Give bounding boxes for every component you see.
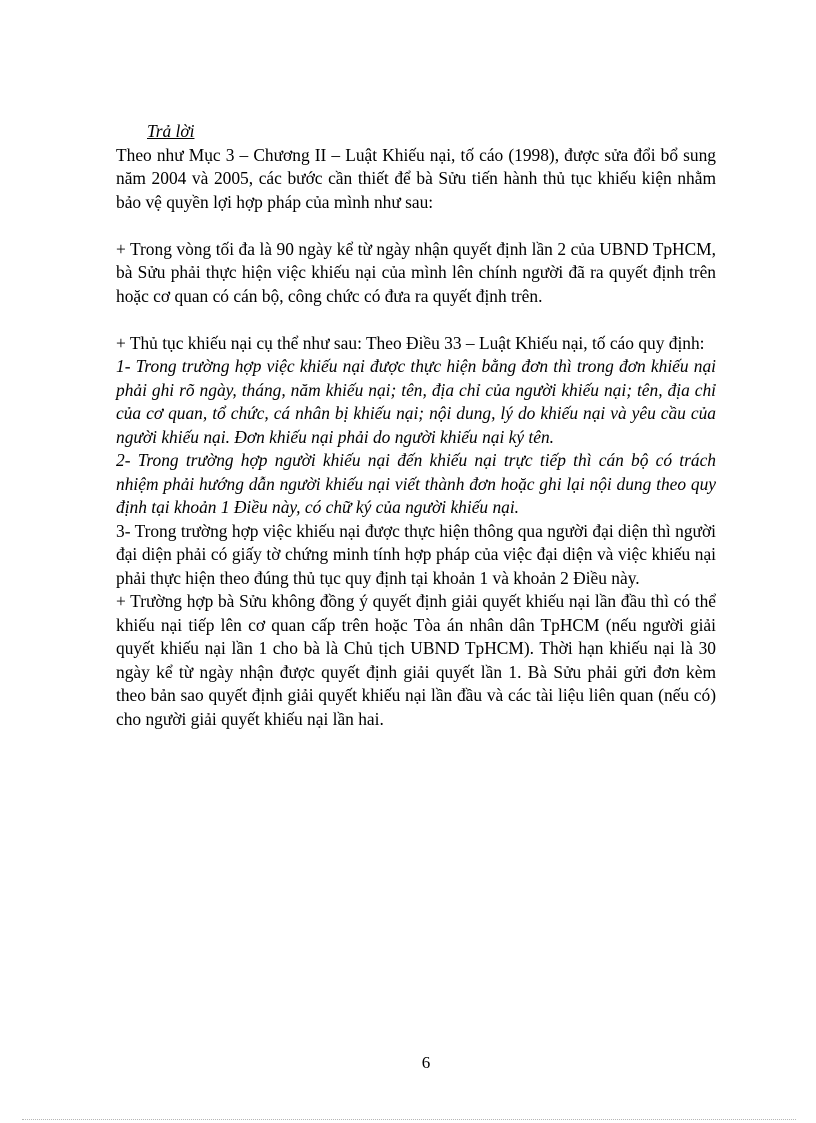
clause-3-paragraph: 3- Trong trường hợp việc khiếu nại được thực hiện thông qua người đại diện thì người đại diện phải có giấy tờ chứng minh tính hợp pháp của việc đại diện và việc khiếu nại phải thực hiện theo đúng thủ tục quy định tại khoản 1 và khoản 2 Điều này. — [116, 520, 716, 588]
clause-2-paragraph: 2- Trong trường hợp người khiếu nại đến khiếu nại trực tiếp thì cán bộ có trách nhiệm phải hướng dẫn người khiếu nại viết thành đơn hoặc ghi lại nội dung theo quy định tại khoản 1 Điều này, có chữ ký của người khiếu nại. — [116, 450, 716, 517]
page-number: 6 — [421, 1053, 431, 1072]
paragraph-spacer — [116, 308, 716, 332]
intro-paragraph: Theo như Mục 3 – Chương II – Luật Khiếu nại, tố cáo (1998), được sửa đổi bổ sung năm 2004 và 2005, các bước cần thiết để bà Sửu tiến hành thủ tục khiếu kiện nhằm bảo vệ quyền lợi hợp pháp của mình như sau: — [116, 144, 716, 212]
procedure-intro-paragraph: + Thủ tục khiếu nại cụ thể như sau: Theo Điều 33 – Luật Khiếu nại, tố cáo quy định: — [116, 332, 705, 353]
second-complaint-paragraph: + Trường hợp bà Sửu không đồng ý quyết định giải quyết khiếu nại lần đầu thì có thể khiếu nại tiếp lên cơ quan cấp trên hoặc Tòa án nhân dân TpHCM (nếu người giải quyết khiếu nại lần 1 cho bà là Chủ tịch UBND TpHCM). Thời hạn khiếu nại là 30 ngày kể từ ngày nhận được quyết định giải quyết lần 1. Bà Sửu phải gửi đơn kèm theo bản sao quyết định giải quyết khiếu nại lần đầu và các tài liệu liên quan (nếu có) cho người giải quyết khiếu nại lần hai. — [116, 591, 716, 729]
answer-heading: Trả lời — [147, 121, 195, 141]
paragraph-spacer — [116, 214, 716, 238]
bottom-divider — [22, 1119, 796, 1120]
clause-1-paragraph: 1- Trong trường hợp việc khiếu nại được thực hiện bằng đơn thì trong đơn khiếu nại phải ghi rõ ngày, tháng, năm khiếu nại; tên, địa chỉ của người khiếu nại; tên, địa chỉ của cơ quan, tổ chức, cá nhân bị khiếu nại; nội dung, lý do khiếu nại và yêu cầu của người khiếu nại. Đơn khiếu nại phải do người khiếu nại ký tên. — [116, 356, 716, 447]
complaint-deadline-paragraph: + Trong vòng tối đa là 90 ngày kể từ ngày nhận quyết định lần 2 của UBND TpHCM, bà Sửu phải thực hiện việc khiếu nại của mình lên chính người đã ra quyết định trên hoặc cơ quan có cán bộ, công chức có đưa ra quyết định trên. — [116, 238, 716, 306]
document-body — [116, 120, 716, 731]
